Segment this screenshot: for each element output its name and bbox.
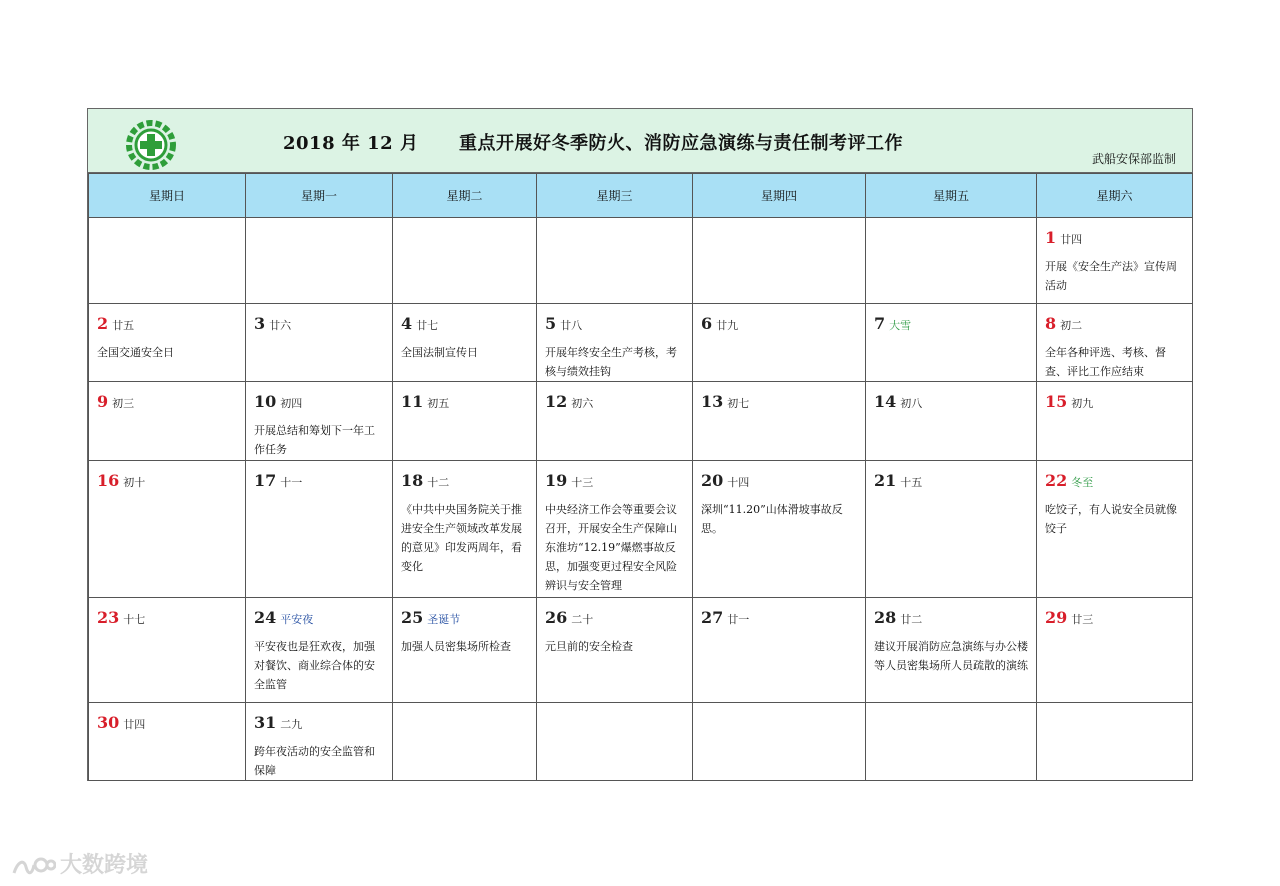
day-number: 28	[874, 608, 897, 627]
lunar-date: 廿一	[727, 613, 750, 626]
day-cell	[246, 461, 393, 598]
lunar-date: 廿七	[416, 319, 439, 332]
day-number: 30	[97, 713, 120, 732]
day-number: 9	[97, 392, 109, 411]
empty-day-cell	[693, 218, 866, 304]
week-row	[89, 382, 1193, 461]
day-note: 加强人员密集场所检查	[401, 640, 511, 653]
title-theme: 重点开展好冬季防火、消防应急演练与责任制考评工作	[459, 133, 903, 154]
day-number: 18	[401, 471, 424, 490]
day-number: 10	[254, 392, 277, 411]
lunar-date: 廿九	[716, 319, 739, 332]
day-note: 开展总结和筹划下一年工作任务	[254, 424, 375, 456]
day-cell	[89, 598, 246, 703]
day-cell	[89, 382, 246, 461]
day-cell	[1037, 382, 1193, 461]
day-note: 深圳“11.20”山体滑坡事故反思。	[701, 503, 843, 535]
empty-day-cell	[393, 218, 537, 304]
weekday-wed: 星期三	[537, 174, 693, 218]
day-cell	[537, 461, 693, 598]
lunar-date: 廿四	[123, 718, 146, 731]
day-cell	[1037, 218, 1193, 304]
day-number: 5	[545, 314, 557, 333]
week-row	[89, 598, 1193, 703]
day-cell	[693, 461, 866, 598]
weekday-mon: 星期一	[246, 174, 393, 218]
day-cell	[866, 304, 1037, 382]
calendar-grid	[88, 173, 1193, 781]
day-number: 11	[401, 392, 424, 411]
day-cell	[1037, 598, 1193, 703]
empty-day-cell	[246, 218, 393, 304]
day-number: 20	[701, 471, 724, 490]
lunar-date: 二九	[280, 718, 303, 731]
day-number: 12	[545, 392, 568, 411]
lunar-date: 廿二	[900, 613, 923, 626]
empty-day-cell	[866, 218, 1037, 304]
holiday-label: 圣诞节	[427, 613, 461, 626]
day-number: 22	[1045, 471, 1068, 490]
day-cell	[866, 598, 1037, 703]
solar-term: 大雪	[889, 319, 912, 332]
day-number: 17	[254, 471, 277, 490]
lunar-date: 初二	[1060, 319, 1083, 332]
watermark	[10, 848, 148, 879]
lunar-date: 廿四	[1060, 233, 1083, 246]
green-cross-gear-icon	[123, 117, 179, 173]
day-cell	[393, 461, 537, 598]
empty-day-cell	[866, 703, 1037, 781]
day-number: 6	[701, 314, 713, 333]
watermark-logo-icon	[10, 853, 56, 879]
day-cell	[537, 598, 693, 703]
lunar-date: 十一	[280, 476, 303, 489]
calendar-sheet	[87, 108, 1193, 781]
day-cell	[89, 461, 246, 598]
title-bar	[88, 109, 1192, 173]
day-number: 4	[401, 314, 413, 333]
day-note: 全国交通安全日	[97, 346, 174, 359]
weekday-sat: 星期六	[1037, 174, 1193, 218]
solar-term: 冬至	[1071, 476, 1094, 489]
day-number: 14	[874, 392, 897, 411]
day-cell	[393, 382, 537, 461]
lunar-date: 十二	[427, 476, 450, 489]
day-cell	[866, 382, 1037, 461]
lunar-date: 二十	[571, 613, 594, 626]
day-number: 3	[254, 314, 266, 333]
day-cell	[537, 382, 693, 461]
day-cell	[1037, 304, 1193, 382]
title-month: 2018 年 12 月	[283, 133, 419, 154]
holiday-label: 平安夜	[280, 613, 314, 626]
lunar-date: 廿五	[112, 319, 135, 332]
weekday-thu: 星期四	[693, 174, 866, 218]
empty-day-cell	[537, 218, 693, 304]
empty-day-cell	[537, 703, 693, 781]
day-note: 元旦前的安全检查	[545, 640, 633, 653]
day-cell	[537, 304, 693, 382]
day-note: 跨年夜活动的安全监管和保障	[254, 745, 375, 777]
day-cell	[246, 703, 393, 781]
day-note: 平安夜也是狂欢夜，加强对餐饮、商业综合体的安全监管	[254, 640, 375, 691]
lunar-date: 廿六	[269, 319, 292, 332]
lunar-date: 初七	[727, 397, 750, 410]
lunar-date: 十四	[727, 476, 750, 489]
day-number: 31	[254, 713, 277, 732]
week-row	[89, 218, 1193, 304]
empty-day-cell	[693, 703, 866, 781]
day-number: 29	[1045, 608, 1068, 627]
watermark-text: 大数跨境	[60, 853, 149, 878]
day-number: 16	[97, 471, 120, 490]
day-cell	[866, 461, 1037, 598]
week-row	[89, 703, 1193, 781]
lunar-date: 十七	[123, 613, 146, 626]
lunar-date: 初三	[112, 397, 135, 410]
day-note: 《中共中央国务院关于推进安全生产领域改革发展的意见》印发两周年，看变化	[401, 503, 522, 573]
day-note: 全国法制宣传日	[401, 346, 478, 359]
day-number: 21	[874, 471, 897, 490]
empty-day-cell	[1037, 703, 1193, 781]
day-cell	[246, 598, 393, 703]
day-cell	[246, 382, 393, 461]
page-title	[283, 129, 903, 155]
day-cell	[89, 703, 246, 781]
day-number: 26	[545, 608, 568, 627]
day-number: 27	[701, 608, 724, 627]
day-note: 开展年终安全生产考核，考核与绩效挂钩	[545, 346, 677, 378]
lunar-date: 初四	[280, 397, 303, 410]
day-note: 建议开展消防应急演练与办公楼等人员密集场所人员疏散的演练	[874, 640, 1028, 672]
day-number: 25	[401, 608, 424, 627]
lunar-date: 初十	[123, 476, 146, 489]
day-note: 吃饺子，有人说安全员就像饺子	[1045, 503, 1177, 535]
day-cell	[89, 304, 246, 382]
day-number: 1	[1045, 228, 1057, 247]
day-cell	[693, 382, 866, 461]
lunar-date: 十五	[900, 476, 923, 489]
day-cell	[246, 304, 393, 382]
day-cell	[693, 304, 866, 382]
day-cell	[393, 304, 537, 382]
lunar-date: 初六	[571, 397, 594, 410]
weekday-sun: 星期日	[89, 174, 246, 218]
day-note: 全年各种评选、考核、督查、评比工作应结束	[1045, 346, 1166, 378]
day-number: 15	[1045, 392, 1068, 411]
weekday-header-row	[89, 174, 1193, 218]
lunar-date: 廿八	[560, 319, 583, 332]
lunar-date: 十三	[571, 476, 594, 489]
day-number: 8	[1045, 314, 1057, 333]
empty-day-cell	[89, 218, 246, 304]
issuer-signature: 武船安保部监制	[1091, 152, 1176, 166]
day-number: 7	[874, 314, 886, 333]
empty-day-cell	[393, 703, 537, 781]
week-row	[89, 304, 1193, 382]
weekday-tue: 星期二	[393, 174, 537, 218]
lunar-date: 初五	[427, 397, 450, 410]
day-number: 23	[97, 608, 120, 627]
day-number: 19	[545, 471, 568, 490]
day-cell	[1037, 461, 1193, 598]
day-number: 2	[97, 314, 109, 333]
weekday-fri: 星期五	[866, 174, 1037, 218]
day-number: 13	[701, 392, 724, 411]
lunar-date: 初八	[900, 397, 923, 410]
day-cell	[693, 598, 866, 703]
lunar-date: 初九	[1071, 397, 1094, 410]
day-note: 中央经济工作会等重要会议召开，开展安全生产保障山东淮坊“12.19”爆燃事故反思，加强变更过程安全风险辨识与安全管理	[545, 503, 677, 592]
lunar-date: 廿三	[1071, 613, 1094, 626]
week-row	[89, 461, 1193, 598]
day-number: 24	[254, 608, 277, 627]
day-note: 开展《安全生产法》宣传周活动	[1045, 260, 1177, 292]
day-cell	[393, 598, 537, 703]
